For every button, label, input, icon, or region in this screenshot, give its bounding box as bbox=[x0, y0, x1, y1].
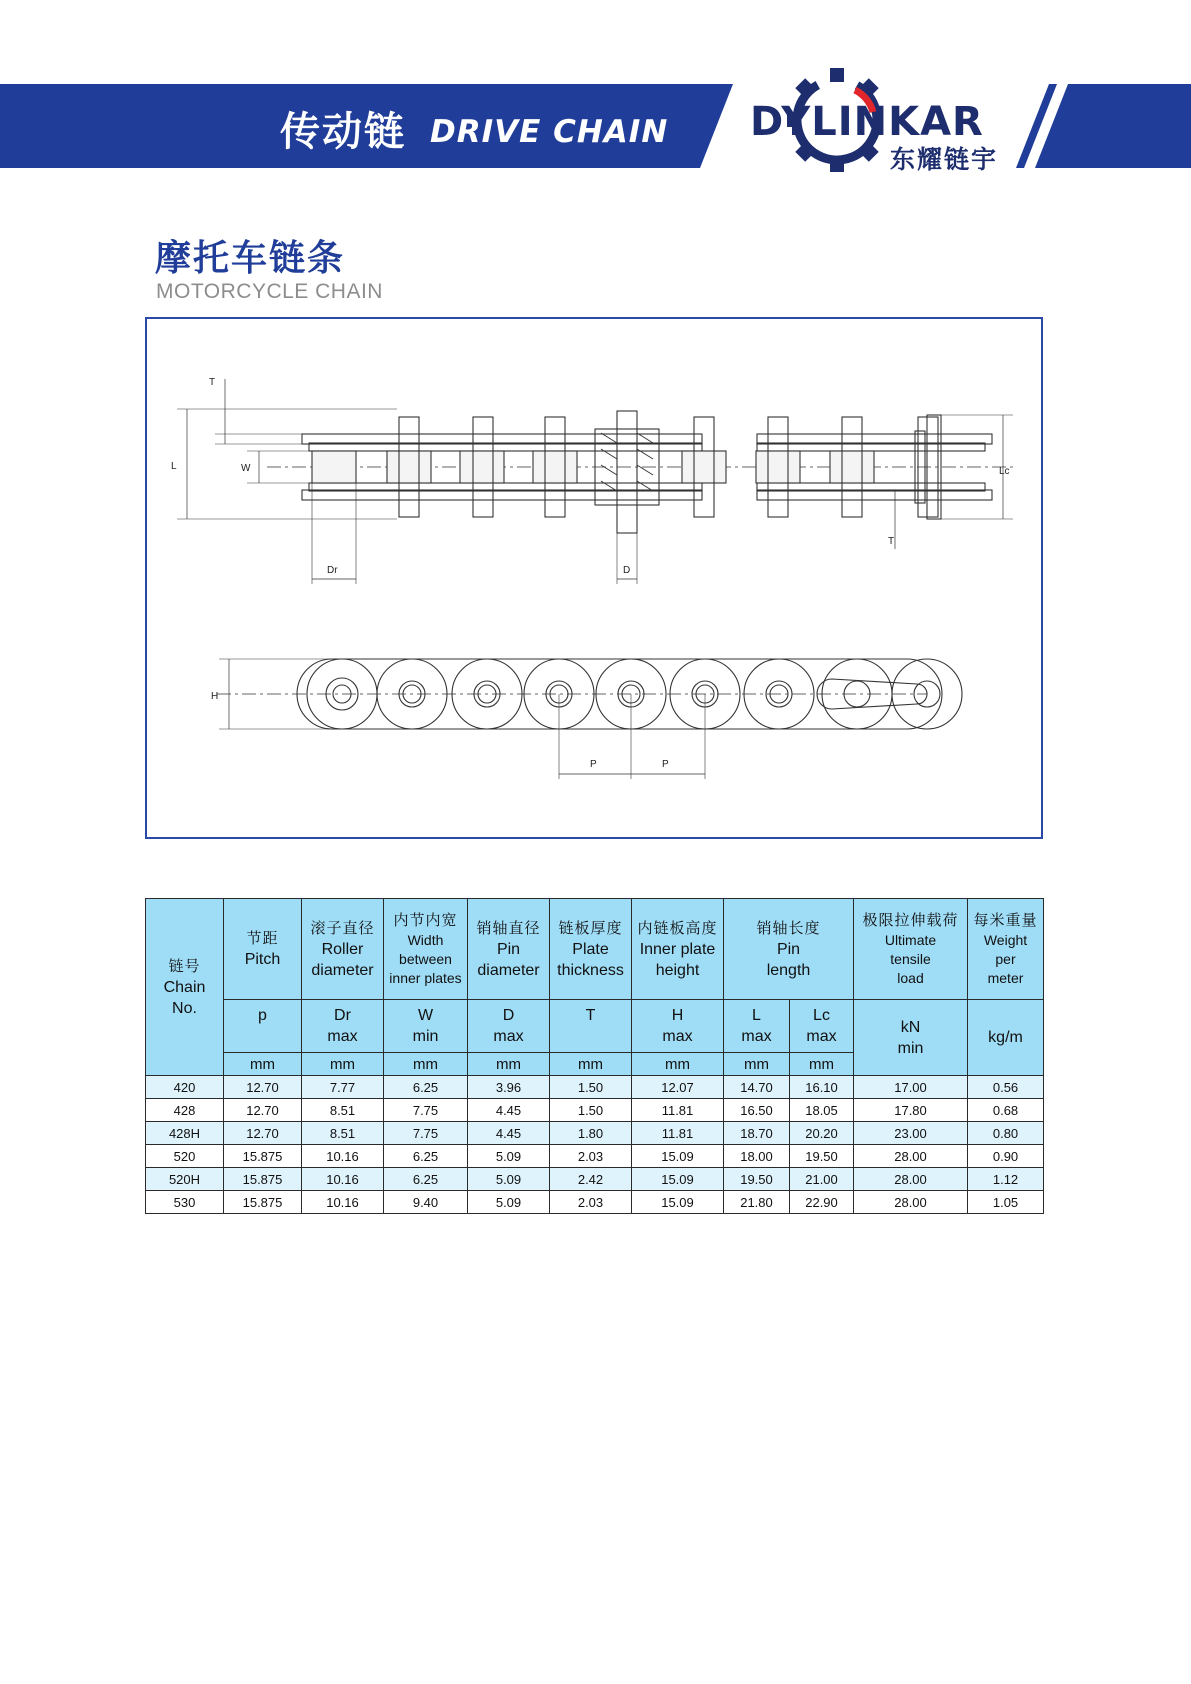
table-row bbox=[146, 1168, 1044, 1191]
sym-pitch: p bbox=[224, 1000, 302, 1053]
table-cell: 0.90 bbox=[968, 1145, 1044, 1168]
label-T-bottom: T bbox=[888, 536, 895, 547]
sym-width: W min bbox=[384, 1000, 468, 1053]
table-cell: 6.25 bbox=[384, 1145, 468, 1168]
label-D: D bbox=[623, 565, 631, 576]
table-cell: 15.09 bbox=[632, 1145, 724, 1168]
table-cell: 15.875 bbox=[224, 1145, 302, 1168]
table-cell: 7.75 bbox=[384, 1122, 468, 1145]
logo-wordmark: DYLINKAR bbox=[750, 99, 984, 145]
table-cell: 1.50 bbox=[550, 1076, 632, 1099]
table-cell: 10.16 bbox=[302, 1168, 384, 1191]
table-cell: 20.20 bbox=[790, 1122, 854, 1145]
table-cell: 10.16 bbox=[302, 1145, 384, 1168]
logo-cn-text: 东耀链宇 bbox=[890, 145, 999, 174]
table-cell: 18.00 bbox=[724, 1145, 790, 1168]
section-title-cn: 摩托车链条 bbox=[155, 238, 346, 279]
table-row bbox=[146, 1099, 1044, 1122]
table-cell: 21.80 bbox=[724, 1191, 790, 1214]
table-cell: 0.68 bbox=[968, 1099, 1044, 1122]
chain-side-view bbox=[211, 659, 962, 779]
table-cell: 15.09 bbox=[632, 1168, 724, 1191]
sym-roller: Dr max bbox=[302, 1000, 384, 1053]
col-chain-header: 链号 Chain No. bbox=[146, 899, 224, 1076]
header-title-cn: 传动链 bbox=[280, 109, 406, 155]
unit-pin-length-Lc: mm bbox=[790, 1053, 854, 1076]
table-cell: 14.70 bbox=[724, 1076, 790, 1099]
table-cell: 3.96 bbox=[468, 1076, 550, 1099]
table-cell: 428H bbox=[146, 1122, 224, 1145]
table-cell: 1.80 bbox=[550, 1122, 632, 1145]
spec-table-body bbox=[146, 1076, 1044, 1214]
spec-table bbox=[145, 898, 1044, 1214]
table-cell: 11.81 bbox=[632, 1099, 724, 1122]
label-L: L bbox=[171, 461, 177, 472]
col-width-header: 内节内宽 Width between inner plates bbox=[384, 899, 468, 1000]
table-cell: 17.00 bbox=[854, 1076, 968, 1099]
table-cell: 5.09 bbox=[468, 1168, 550, 1191]
sym-weight: kg/m bbox=[968, 1000, 1044, 1076]
table-cell: 18.70 bbox=[724, 1122, 790, 1145]
table-cell: 16.10 bbox=[790, 1076, 854, 1099]
table-cell: 5.09 bbox=[468, 1191, 550, 1214]
table-cell: 19.50 bbox=[724, 1168, 790, 1191]
unit-pin-length-L: mm bbox=[724, 1053, 790, 1076]
col-pin-header: 销轴直径 Pin diameter bbox=[468, 899, 550, 1000]
col-load-header: 极限拉伸载荷 Ultimate tensile load bbox=[854, 899, 968, 1000]
table-row bbox=[146, 1122, 1044, 1145]
unit-plate: mm bbox=[550, 1053, 632, 1076]
label-Lc: Lc bbox=[999, 466, 1010, 477]
unit-pitch: mm bbox=[224, 1053, 302, 1076]
table-cell: 4.45 bbox=[468, 1122, 550, 1145]
table-cell: 4.45 bbox=[468, 1099, 550, 1122]
chain-drawing bbox=[147, 319, 1041, 837]
chain-drawing-frame bbox=[145, 317, 1043, 839]
label-W: W bbox=[241, 463, 251, 474]
table-row bbox=[146, 1191, 1044, 1214]
table-cell: 18.05 bbox=[790, 1099, 854, 1122]
label-T-top: T bbox=[209, 377, 216, 388]
table-cell: 0.80 bbox=[968, 1122, 1044, 1145]
sym-pin-length-Lc: Lc max bbox=[790, 1000, 854, 1053]
section-title-en: MOTORCYCLE CHAIN bbox=[156, 280, 383, 303]
col-plate-header: 链板厚度 Plate thickness bbox=[550, 899, 632, 1000]
table-cell: 28.00 bbox=[854, 1145, 968, 1168]
table-cell: 12.70 bbox=[224, 1122, 302, 1145]
table-cell: 2.03 bbox=[550, 1191, 632, 1214]
col-roller-header: 滚子直径 Roller diameter bbox=[302, 899, 384, 1000]
sym-plate: T bbox=[550, 1000, 632, 1053]
label-Dr: Dr bbox=[327, 565, 338, 576]
table-cell: 6.25 bbox=[384, 1168, 468, 1191]
chain-top-view bbox=[171, 377, 1017, 584]
table-cell: 8.51 bbox=[302, 1122, 384, 1145]
table-cell: 22.90 bbox=[790, 1191, 854, 1214]
table-cell: 2.42 bbox=[550, 1168, 632, 1191]
unit-roller: mm bbox=[302, 1053, 384, 1076]
table-cell: 15.875 bbox=[224, 1168, 302, 1191]
unit-pin: mm bbox=[468, 1053, 550, 1076]
table-cell: 15.09 bbox=[632, 1191, 724, 1214]
header-title-en: DRIVE CHAIN bbox=[430, 114, 669, 150]
unit-width: mm bbox=[384, 1053, 468, 1076]
table-cell: 10.16 bbox=[302, 1191, 384, 1214]
label-P-2: P bbox=[662, 759, 669, 770]
table-cell: 11.81 bbox=[632, 1122, 724, 1145]
table-cell: 6.25 bbox=[384, 1076, 468, 1099]
table-cell: 21.00 bbox=[790, 1168, 854, 1191]
table-cell: 9.40 bbox=[384, 1191, 468, 1214]
sym-load: kN min bbox=[854, 1000, 968, 1076]
sym-pin-length-L: L max bbox=[724, 1000, 790, 1053]
table-cell: 1.12 bbox=[968, 1168, 1044, 1191]
table-cell: 420 bbox=[146, 1076, 224, 1099]
table-cell: 17.80 bbox=[854, 1099, 968, 1122]
table-cell: 7.75 bbox=[384, 1099, 468, 1122]
table-cell: 1.50 bbox=[550, 1099, 632, 1122]
section-pin bbox=[595, 411, 659, 533]
table-cell: 0.56 bbox=[968, 1076, 1044, 1099]
table-cell: 530 bbox=[146, 1191, 224, 1214]
table-cell: 16.50 bbox=[724, 1099, 790, 1122]
table-cell: 7.77 bbox=[302, 1076, 384, 1099]
unit-height: mm bbox=[632, 1053, 724, 1076]
table-cell: 15.875 bbox=[224, 1191, 302, 1214]
table-row bbox=[146, 1145, 1044, 1168]
table-cell: 12.70 bbox=[224, 1076, 302, 1099]
table-cell: 428 bbox=[146, 1099, 224, 1122]
label-P-1: P bbox=[590, 759, 597, 770]
table-cell: 1.05 bbox=[968, 1191, 1044, 1214]
table-cell: 8.51 bbox=[302, 1099, 384, 1122]
sym-height: H max bbox=[632, 1000, 724, 1053]
table-cell: 12.70 bbox=[224, 1099, 302, 1122]
table-cell: 520H bbox=[146, 1168, 224, 1191]
col-height-header: 内链板高度 Inner plate height bbox=[632, 899, 724, 1000]
table-cell: 23.00 bbox=[854, 1122, 968, 1145]
table-cell: 28.00 bbox=[854, 1191, 968, 1214]
col-weight-header: 每米重量 Weight per meter bbox=[968, 899, 1044, 1000]
table-row bbox=[146, 1076, 1044, 1099]
table-cell: 520 bbox=[146, 1145, 224, 1168]
table-cell: 12.07 bbox=[632, 1076, 724, 1099]
table-cell: 28.00 bbox=[854, 1168, 968, 1191]
table-cell: 19.50 bbox=[790, 1145, 854, 1168]
label-H: H bbox=[211, 691, 219, 702]
table-cell: 2.03 bbox=[550, 1145, 632, 1168]
sym-pin: D max bbox=[468, 1000, 550, 1053]
col-pinlen-header: 销轴长度 Pin length bbox=[724, 899, 854, 1000]
col-pitch-header: 节距 Pitch bbox=[224, 899, 302, 1000]
table-cell: 5.09 bbox=[468, 1145, 550, 1168]
